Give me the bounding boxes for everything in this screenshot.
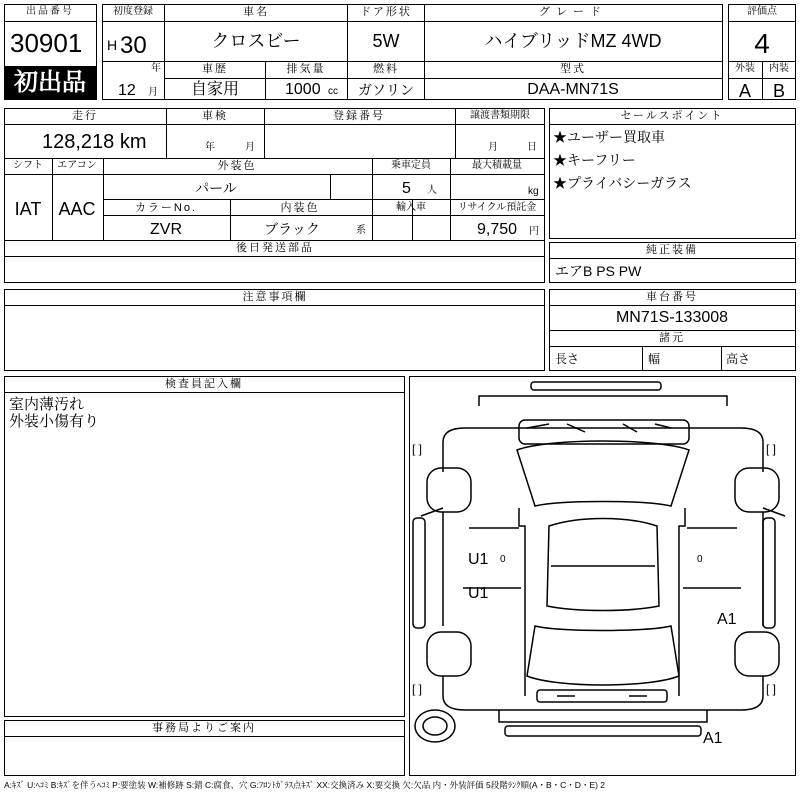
damage-mark: U1 bbox=[468, 585, 489, 602]
interior-label: 内装 bbox=[769, 63, 789, 74]
inspection-year-unit: 年 bbox=[205, 142, 215, 153]
chassis-value: MN71S-133008 bbox=[615, 309, 729, 326]
sales-point-item: ★キーフリー bbox=[553, 152, 636, 168]
capacity-value: 5 bbox=[402, 180, 411, 197]
mileage-label: 走行 bbox=[72, 110, 98, 122]
aircon-value: AAC bbox=[58, 199, 96, 219]
sales-points-box bbox=[549, 108, 796, 239]
transfer-docs-label: 譲渡書類期限 bbox=[470, 110, 530, 121]
transfer-day-unit: 日 bbox=[527, 142, 537, 153]
inspector-label: 検査員記入欄 bbox=[165, 378, 243, 390]
reg-number-label: 登録番号 bbox=[333, 110, 385, 122]
capacity-label: 乗車定員 bbox=[391, 160, 431, 171]
score-label: 評価点 bbox=[747, 6, 777, 17]
history-label: 車歴 bbox=[202, 63, 228, 75]
bracket-right-top: [ ] bbox=[766, 442, 777, 456]
score-value: 4 bbox=[754, 28, 770, 59]
first-reg-year: 30 bbox=[120, 32, 147, 59]
interior-color-unit: 系 bbox=[356, 225, 366, 236]
equipment-label: 純正装備 bbox=[646, 244, 698, 256]
chassis-label: 車台番号 bbox=[646, 291, 698, 303]
inspector-note: 外装小傷有り bbox=[9, 413, 100, 430]
exterior-color-value: パール bbox=[195, 180, 237, 196]
interior-grade: B bbox=[772, 81, 786, 101]
dims-label: 諸元 bbox=[659, 332, 685, 344]
max-load-unit: kg bbox=[528, 186, 539, 197]
first-reg-label: 初度登録 bbox=[113, 6, 153, 17]
first-reg-year-unit: 年 bbox=[151, 63, 161, 74]
model-value: DAA-MN71S bbox=[527, 81, 619, 98]
capacity-unit: 人 bbox=[427, 185, 437, 196]
first-listing-text: 初出品 bbox=[14, 69, 86, 96]
displacement-value: 1000 bbox=[285, 81, 321, 98]
exterior-color-label: 外装色 bbox=[217, 160, 257, 172]
car-name-value: クロスビー bbox=[211, 31, 301, 51]
inspection-month-unit: 月 bbox=[245, 142, 255, 153]
shift-label: シフト bbox=[13, 160, 43, 171]
dims-height: 高さ bbox=[726, 352, 751, 366]
interior-color-value: ブラック bbox=[264, 221, 320, 237]
grade-label: グレード bbox=[539, 6, 607, 18]
damage-mark: A1 bbox=[703, 730, 723, 747]
office-label: 事務局よりご案内 bbox=[152, 722, 256, 734]
zero-left: 0 bbox=[500, 554, 506, 565]
first-reg-month-unit: 月 bbox=[148, 87, 158, 98]
later-parts-label: 後日発送部品 bbox=[236, 242, 314, 254]
sales-points-label: セールスポイント bbox=[620, 110, 724, 122]
recycle-label: リサイクル預託金 bbox=[457, 202, 537, 213]
zero-right: 0 bbox=[697, 554, 703, 565]
bracket-left-top: [ ] bbox=[412, 442, 423, 456]
notes-label: 注意事項欄 bbox=[242, 291, 308, 303]
fuel-label: 燃料 bbox=[373, 63, 399, 75]
dims-width: 幅 bbox=[648, 352, 661, 366]
door-label: ドア形状 bbox=[360, 6, 412, 18]
displacement-unit: cc bbox=[328, 86, 338, 97]
model-label: 型式 bbox=[560, 63, 586, 75]
import-label: 輸入車 bbox=[396, 202, 426, 213]
sales-point-item: ★ユーザー買取車 bbox=[553, 129, 665, 145]
shift-value: IAT bbox=[14, 199, 42, 219]
car-name-label: 車名 bbox=[243, 6, 269, 18]
bracket-left-bottom: [ ] bbox=[412, 682, 423, 696]
lot-label: 出品番号 bbox=[26, 6, 74, 17]
color-no-label: カラーNo. bbox=[134, 202, 198, 214]
sales-point-item: ★プライバシーガラス bbox=[553, 175, 692, 191]
aircon-label: エアコン bbox=[57, 160, 97, 171]
first-reg-month: 12 bbox=[118, 82, 136, 99]
door-value: 5W bbox=[372, 31, 400, 51]
mileage-value: 128,218 km bbox=[42, 131, 147, 153]
history-value: 自家用 bbox=[190, 81, 240, 98]
first-reg-era: H bbox=[107, 37, 118, 53]
dims-length: 長さ bbox=[555, 352, 580, 366]
recycle-unit: 円 bbox=[529, 226, 539, 237]
inspector-note: 室内薄汚れ bbox=[9, 396, 85, 413]
exterior-label: 外装 bbox=[735, 63, 755, 74]
color-no-value: ZVR bbox=[150, 221, 182, 238]
displacement-label: 排気量 bbox=[286, 63, 326, 75]
max-load-label: 最大積載量 bbox=[472, 160, 522, 171]
equipment-value: エアB PS PW bbox=[555, 263, 642, 279]
car-diagram bbox=[409, 376, 796, 776]
bracket-right-bottom: [ ] bbox=[766, 682, 777, 696]
transfer-month-unit: 月 bbox=[488, 142, 498, 153]
exterior-grade: A bbox=[738, 81, 752, 101]
damage-mark: A1 bbox=[717, 611, 737, 628]
damage-mark: U1 bbox=[468, 551, 489, 568]
interior-color-label: 内装色 bbox=[280, 202, 320, 214]
damage-legend: A:ｷｽﾞ U:ﾍｺﾐ B:ｷｽﾞを伴うﾍｺﾐ P:要塗装 W:補修跡 S:錆 C:腐食、穴 G:ﾌﾛﾝﾄｶﾞﾗｽ点ｷｽﾞ XX:交換済み X:要交換 欠:欠品 内・外装評価 5段階ﾗﾝｸ順(A・B・C・D・E) 2 bbox=[4, 780, 606, 790]
fuel-value: ガソリン bbox=[358, 82, 414, 98]
lot-number: 30901 bbox=[10, 28, 83, 58]
grade-value: ハイブリッドMZ 4WD bbox=[484, 31, 662, 51]
inspection-label: 車検 bbox=[202, 110, 228, 122]
recycle-value: 9,750 bbox=[477, 221, 518, 238]
